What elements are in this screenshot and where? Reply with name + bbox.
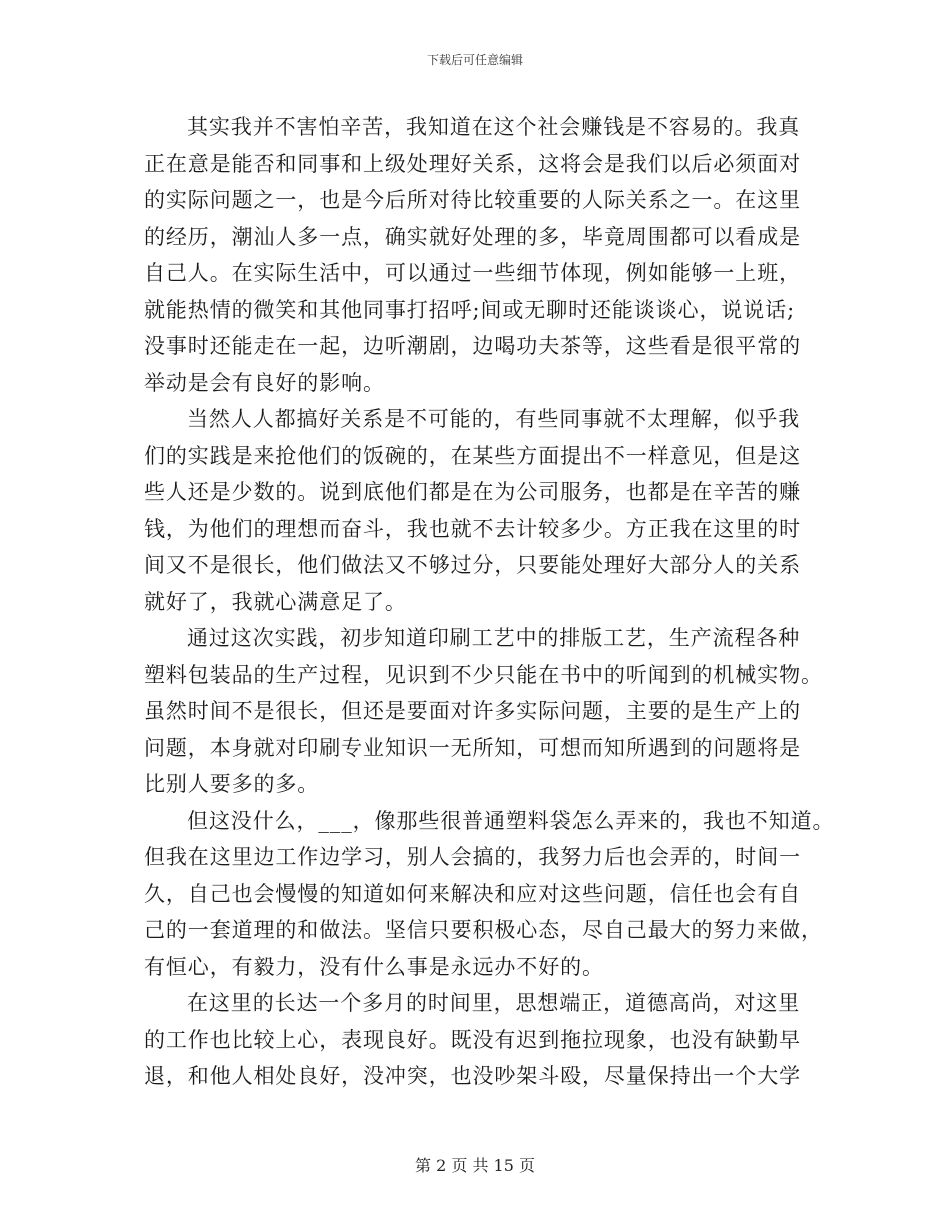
paragraph-1-line-6: 就能热情的微笑和其他同事打招呼;间或无聊时还能谈谈心，说说话;	[144, 298, 796, 322]
paragraph-1-line-8: 举动是会有良好的影响。	[144, 371, 385, 395]
paragraph-1-line-4: 的经历，潮汕人多一点，确实就好处理的多，毕竟周围都可以看成是	[144, 225, 801, 249]
paragraph-3-line-2: 塑料包装品的生产过程，见识到不少只能在书中的听闻到的机械实物。	[144, 663, 823, 687]
paragraph-1-line-7: 没事时还能走在一起，边听潮剧，边喝功夫茶等，这些看是很平常的	[144, 334, 801, 358]
paragraph-2-line-2: 们的实践是来抢他们的饭碗的，在某些方面提出不一样意见，但是这	[144, 444, 801, 468]
paragraph-5-line-3: 退，和他人相处良好，没冲突，也没吵架斗殴，尽量保持出一个大学	[144, 1064, 801, 1088]
paragraph-1-line-5: 自己人。在实际生活中，可以通过一些细节体现，例如能够一上班，	[144, 261, 801, 285]
paragraph-2-line-4: 钱，为他们的理想而奋斗，我也就不去计较多少。方正我在这里的时	[144, 517, 801, 541]
paragraph-3-line-1: 通过这次实践，初步知道印刷工艺中的排版工艺，生产流程各种	[187, 626, 801, 650]
paragraph-5-line-1: 在这里的长达一个多月的时间里，思想端正，道德高尚，对这里	[187, 991, 801, 1015]
paragraph-1-line-2: 正在意是能否和同事和上级处理好关系，这将会是我们以后必须面对	[144, 152, 801, 176]
paragraph-3-line-3: 虽然时间不是很长，但还是要面对许多实际问题，主要的是生产上的	[144, 699, 801, 723]
paragraph-4-line-5: 有恒心，有毅力，没有什么事是永远办不好的。	[144, 955, 604, 979]
paragraph-2-line-6: 就好了，我就心满意足了。	[144, 590, 407, 614]
paragraph-3-line-5: 比别人要多的多。	[144, 772, 320, 796]
paragraph-4-line-1: 但这没什么，___，像那些很普通塑料袋怎么弄来的，我也不知道。	[187, 809, 835, 833]
paragraph-2-line-5: 间又不是很长，他们做法又不够过分，只要能处理好大部分人的关系	[144, 553, 801, 577]
paragraph-2-line-1: 当然人人都搞好关系是不可能的，有些同事就不太理解，似乎我	[187, 407, 801, 431]
paragraph-2-line-3: 些人还是少数的。说到底他们都是在为公司服务，也都是在辛苦的赚	[144, 480, 801, 504]
paragraph-4-line-3: 久，自己也会慢慢的知道如何来解决和应对这些问题，信任也会有自	[144, 882, 801, 906]
page-header-note: 下载后可任意编辑	[426, 53, 523, 67]
paragraph-3-line-4: 问题，本身就对印刷专业知识一无所知，可想而知所遇到的问题将是	[144, 736, 801, 760]
paragraph-5-line-2: 的工作也比较上心，表现良好。既没有迟到拖拉现象，也没有缺勤早	[144, 1028, 801, 1052]
paragraph-4-line-2: 但我在这里边工作边学习，别人会搞的，我努力后也会弄的，时间一	[144, 845, 801, 869]
page-number-footer: 第 2 页 共 15 页	[415, 1156, 535, 1175]
paragraph-1-line-1: 其实我并不害怕辛苦，我知道在这个社会赚钱是不容易的。我真	[187, 115, 801, 139]
paragraph-4-line-4: 己的一套道理的和做法。坚信只要积极心态，尽自己最大的努力来做，	[144, 918, 823, 942]
paragraph-1-line-3: 的实际问题之一，也是今后所对待比较重要的人际关系之一。在这里	[144, 188, 801, 212]
